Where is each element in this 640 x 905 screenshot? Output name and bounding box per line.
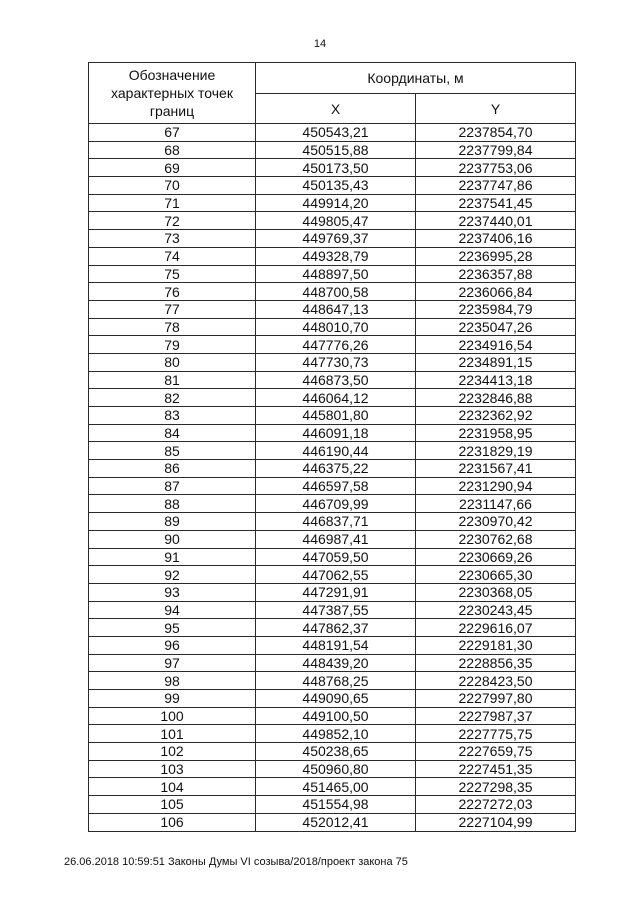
cell-x: 449090,65 [256,690,416,708]
table-row [89,601,576,619]
table-body [89,124,576,832]
cell-y: 2227997,80 [416,690,576,708]
cell-y: 2229616,07 [416,619,576,637]
cell-point: 99 [89,690,256,708]
cell-point: 76 [89,283,256,301]
cell-x: 451465,00 [256,778,416,796]
cell-x: 447062,55 [256,566,416,584]
table-row [89,707,576,725]
table-row [89,177,576,195]
cell-y: 2230669,26 [416,548,576,566]
header-x: X [256,94,416,124]
cell-point: 68 [89,141,256,159]
cell-point: 84 [89,424,256,442]
cell-y: 2231567,41 [416,460,576,478]
cell-y: 2230762,68 [416,530,576,548]
cell-point: 89 [89,513,256,531]
table-row [89,389,576,407]
cell-y: 2230970,42 [416,513,576,531]
cell-point: 74 [89,247,256,265]
cell-y: 2227659,75 [416,743,576,761]
cell-y: 2230665,30 [416,566,576,584]
table-row [89,495,576,513]
table-row [89,813,576,831]
cell-x: 448647,13 [256,300,416,318]
cell-point: 85 [89,442,256,460]
cell-x: 447059,50 [256,548,416,566]
cell-point: 92 [89,566,256,584]
cell-y: 2232362,92 [416,407,576,425]
cell-y: 2228856,35 [416,654,576,672]
cell-x: 447776,26 [256,336,416,354]
table-row [89,318,576,336]
cell-point: 101 [89,725,256,743]
cell-y: 2236357,88 [416,265,576,283]
cell-point: 72 [89,212,256,230]
table-row [89,300,576,318]
cell-point: 77 [89,300,256,318]
table-row [89,548,576,566]
table-row [89,778,576,796]
table-row [89,124,576,142]
cell-x: 450515,88 [256,141,416,159]
cell-y: 2237854,70 [416,124,576,142]
cell-x: 446375,22 [256,460,416,478]
cell-y: 2230243,45 [416,601,576,619]
table-row [89,530,576,548]
cell-x: 447862,37 [256,619,416,637]
table-row [89,760,576,778]
cell-point: 83 [89,407,256,425]
cell-y: 2227104,99 [416,813,576,831]
cell-y: 2234891,15 [416,353,576,371]
header-point-designation: Обозначение характерных точек границ [89,63,256,124]
table-row [89,141,576,159]
cell-x: 449805,47 [256,212,416,230]
cell-point: 97 [89,654,256,672]
cell-y: 2232846,88 [416,389,576,407]
cell-point: 81 [89,371,256,389]
cell-point: 95 [89,619,256,637]
table-row [89,424,576,442]
table-row [89,247,576,265]
coordinates-table [88,62,576,832]
cell-point: 78 [89,318,256,336]
cell-point: 94 [89,601,256,619]
cell-point: 105 [89,796,256,814]
cell-point: 87 [89,477,256,495]
cell-y: 2231958,95 [416,424,576,442]
cell-x: 446987,41 [256,530,416,548]
cell-y: 2227775,75 [416,725,576,743]
cell-point: 103 [89,760,256,778]
cell-x: 445801,80 [256,407,416,425]
table-row [89,371,576,389]
cell-x: 452012,41 [256,813,416,831]
cell-x: 446064,12 [256,389,416,407]
table-row [89,230,576,248]
cell-y: 2228423,50 [416,672,576,690]
cell-point: 80 [89,353,256,371]
cell-x: 447730,73 [256,353,416,371]
cell-y: 2236995,28 [416,247,576,265]
table-row [89,159,576,177]
cell-point: 69 [89,159,256,177]
cell-point: 96 [89,636,256,654]
cell-point: 79 [89,336,256,354]
cell-x: 449100,50 [256,707,416,725]
page-number: 14 [313,38,327,50]
table-row [89,690,576,708]
cell-y: 2237406,16 [416,230,576,248]
cell-x: 449769,37 [256,230,416,248]
cell-x: 448700,58 [256,283,416,301]
cell-point: 75 [89,265,256,283]
cell-y: 2231290,94 [416,477,576,495]
cell-y: 2234916,54 [416,336,576,354]
cell-point: 93 [89,583,256,601]
cell-y: 2231829,19 [416,442,576,460]
cell-point: 82 [89,389,256,407]
cell-x: 451554,98 [256,796,416,814]
cell-point: 100 [89,707,256,725]
table-row [89,353,576,371]
cell-y: 2236066,84 [416,283,576,301]
cell-point: 104 [89,778,256,796]
table-row [89,725,576,743]
table-row [89,407,576,425]
table-row [89,672,576,690]
cell-x: 448897,50 [256,265,416,283]
cell-x: 448191,54 [256,636,416,654]
cell-y: 2227451,35 [416,760,576,778]
cell-x: 449852,10 [256,725,416,743]
cell-y: 2227298,35 [416,778,576,796]
cell-x: 446837,71 [256,513,416,531]
cell-y: 2234413,18 [416,371,576,389]
cell-x: 447291,91 [256,583,416,601]
footer-stamp: 26.06.2018 10:59:51 Законы Думы VI созыва/2018/проект закона 75 [64,856,408,868]
cell-point: 88 [89,495,256,513]
table-row [89,743,576,761]
cell-point: 86 [89,460,256,478]
table-row [89,442,576,460]
cell-x: 450238,65 [256,743,416,761]
cell-x: 448439,20 [256,654,416,672]
cell-y: 2235984,79 [416,300,576,318]
cell-point: 106 [89,813,256,831]
table-row [89,336,576,354]
cell-point: 102 [89,743,256,761]
cell-y: 2230368,05 [416,583,576,601]
cell-x: 446873,50 [256,371,416,389]
cell-x: 448768,25 [256,672,416,690]
table-row [89,283,576,301]
table-row [89,636,576,654]
cell-point: 91 [89,548,256,566]
cell-point: 71 [89,194,256,212]
cell-y: 2227272,03 [416,796,576,814]
cell-point: 90 [89,530,256,548]
cell-x: 450543,21 [256,124,416,142]
header-y: Y [416,94,576,124]
cell-x: 446709,99 [256,495,416,513]
table-row [89,265,576,283]
cell-x: 446597,58 [256,477,416,495]
header-coordinates: Координаты, м [256,63,576,94]
cell-x: 449328,79 [256,247,416,265]
cell-point: 98 [89,672,256,690]
table-row [89,566,576,584]
cell-x: 449914,20 [256,194,416,212]
table-row [89,460,576,478]
cell-y: 2237440,01 [416,212,576,230]
cell-y: 2227987,37 [416,707,576,725]
cell-point: 67 [89,124,256,142]
table-row [89,212,576,230]
cell-x: 446091,18 [256,424,416,442]
cell-y: 2237747,86 [416,177,576,195]
cell-x: 448010,70 [256,318,416,336]
table-row [89,477,576,495]
cell-y: 2229181,30 [416,636,576,654]
table-row [89,796,576,814]
cell-x: 450173,50 [256,159,416,177]
cell-x: 447387,55 [256,601,416,619]
table-row [89,513,576,531]
table-row [89,619,576,637]
cell-y: 2237541,45 [416,194,576,212]
cell-y: 2235047,26 [416,318,576,336]
cell-y: 2237753,06 [416,159,576,177]
cell-x: 450960,80 [256,760,416,778]
table-row [89,583,576,601]
cell-point: 73 [89,230,256,248]
table-row [89,654,576,672]
cell-x: 446190,44 [256,442,416,460]
table-row [89,194,576,212]
cell-y: 2231147,66 [416,495,576,513]
cell-x: 450135,43 [256,177,416,195]
cell-point: 70 [89,177,256,195]
cell-y: 2237799,84 [416,141,576,159]
